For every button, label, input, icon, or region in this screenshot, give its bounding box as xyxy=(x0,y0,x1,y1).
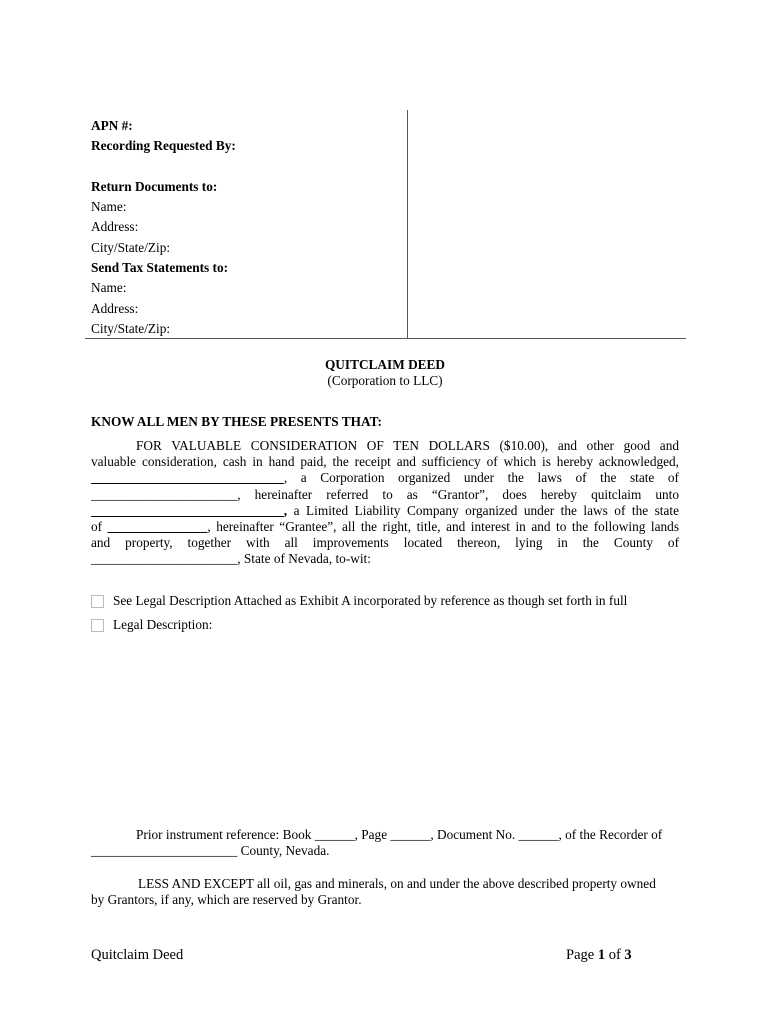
grantee-state-blank: _______________ xyxy=(107,518,208,534)
grantor-name-blank: _____________________________ xyxy=(91,470,284,486)
prior-instrument-paragraph xyxy=(91,827,679,859)
consideration-line: _____________________________, a Corporation organized under the laws of the state of xyxy=(91,470,679,486)
consideration-line: ______________________, hereinafter referred to as “Grantor”, does hereby quitclaim unto xyxy=(91,486,679,502)
know-all-men-heading: KNOW ALL MEN BY THESE PRESENTS THAT: xyxy=(91,414,382,429)
header-divider xyxy=(407,110,408,338)
tax-address-label: Address: xyxy=(91,300,139,316)
legal-description-label: Legal Description: xyxy=(113,616,213,632)
tax-name-label: Name: xyxy=(91,280,127,296)
less-except-line: LESS AND EXCEPT all oil, gas and minerals, on and under the above described property owned xyxy=(138,876,656,891)
less-except-paragraph xyxy=(91,876,679,908)
consideration-line: and property, together with all improvements located thereon, lying in the County of xyxy=(91,535,679,551)
return-city-label: City/State/Zip: xyxy=(91,239,171,255)
exhibit-option[interactable] xyxy=(91,592,627,610)
document-title: QUITCLAIM DEED xyxy=(324,357,446,372)
return-documents-label: Return Documents to: xyxy=(91,178,218,194)
less-except-line: by Grantors, if any, which are reserved by Grantor. xyxy=(91,892,362,908)
apn-label: APN #: xyxy=(91,118,133,133)
footer-page-number: Page 1 of 3 xyxy=(566,947,632,963)
tax-city-label: City/State/Zip: xyxy=(91,320,171,336)
exhibit-checkbox-label: See Legal Description Attached as Exhibit A incorporated by reference as though set forth in full xyxy=(113,592,628,608)
consideration-line: of _______________, hereinafter “Grantee”, all the right, title, and interest in and to the following lands xyxy=(91,518,679,534)
consideration-line: FOR VALUABLE CONSIDERATION OF TEN DOLLARS ($10.00), and other good and xyxy=(136,438,679,453)
grantee-name-blank: _____________________________, xyxy=(91,502,288,518)
document-subtitle: (Corporation to LLC) xyxy=(327,373,443,389)
recording-header-box xyxy=(85,110,686,339)
consideration-line: _____________________________, a Limited Liability Company organized under the laws of the state xyxy=(91,502,679,518)
return-name-label: Name: xyxy=(91,199,127,215)
current-page-number: 1 xyxy=(597,947,606,963)
total-pages: 3 xyxy=(624,947,632,963)
consideration-line: ______________________, State of Nevada, to-wit: xyxy=(91,551,371,567)
consideration-line: valuable consideration, cash in hand paid, the receipt and sufficiency of which is hereby acknowledged, xyxy=(91,454,679,470)
legal-description-checkbox[interactable] xyxy=(91,619,104,632)
recording-info xyxy=(91,116,401,339)
prior-instrument-line: ______________________ County, Nevada. xyxy=(91,843,330,859)
title-block xyxy=(0,357,770,389)
send-tax-statements-label: Send Tax Statements to: xyxy=(91,260,229,276)
recording-requested-by-label: Recording Requested By: xyxy=(91,138,236,154)
footer-document-name: Quitclaim Deed xyxy=(91,947,184,963)
return-address-label: Address: xyxy=(91,219,139,235)
exhibit-checkbox[interactable] xyxy=(91,595,104,608)
consideration-paragraph xyxy=(91,438,679,568)
legal-description-option[interactable] xyxy=(91,616,212,634)
prior-instrument-line: Prior instrument reference: Book ______, Page ______, Document No. ______, of the Recorder of xyxy=(136,827,663,842)
